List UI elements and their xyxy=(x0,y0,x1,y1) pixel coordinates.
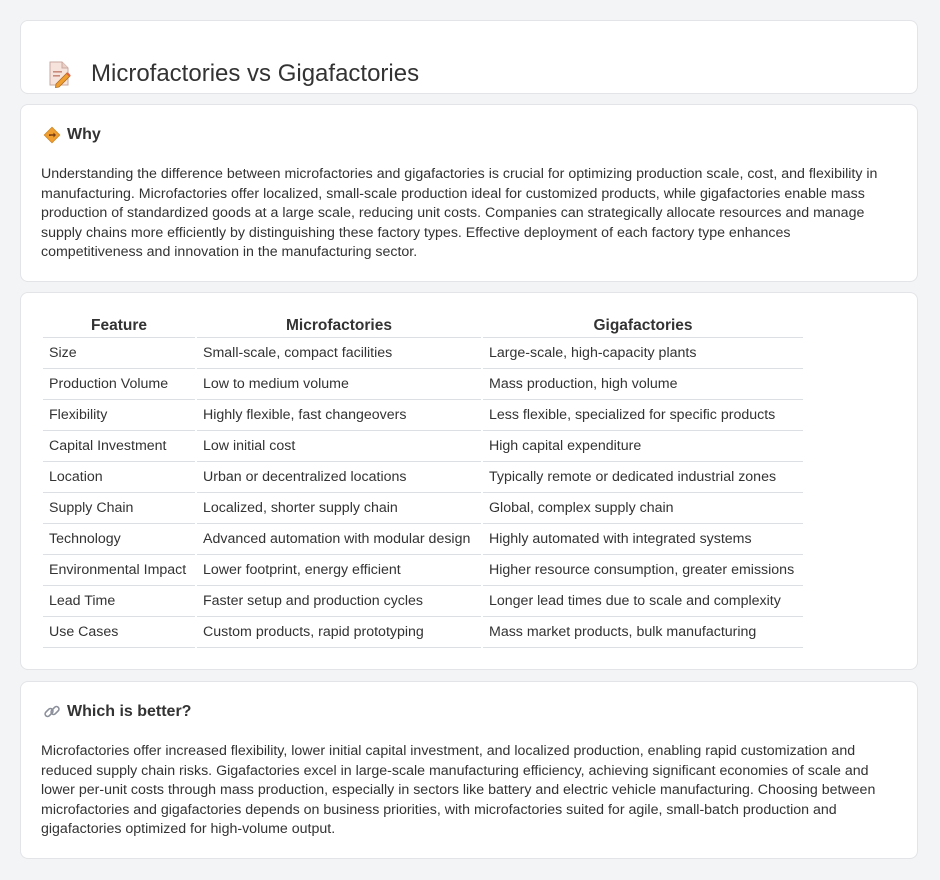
better-text: Microfactories offer increased flexibility, lower initial capital investment, and localized production, enabling rapid customization and reduced supply chain risks. Gigafactories excel in large-scale manufacturing efficiency, achieving significant economies of scale and lower per-unit costs through mass production, especially in sectors like battery and electric vehicle manufacturing. Choosing between microfactories and gigafactories depends on business priorities, with microfactories suited for agile, small-batch production and gigafactories optimized for high-volume output. xyxy=(41,743,876,837)
link-icon xyxy=(43,703,61,721)
microfactories-cell: Low initial cost xyxy=(197,431,481,462)
feature-cell: Use Cases xyxy=(43,617,195,648)
header-microfactories: Microfactories xyxy=(197,315,481,338)
header-feature: Feature xyxy=(43,315,195,338)
feature-cell: Production Volume xyxy=(43,369,195,400)
header-gigafactories: Gigafactories xyxy=(483,315,803,338)
document-edit-icon xyxy=(47,60,71,88)
title-row xyxy=(47,43,419,105)
gigafactories-cell: Highly automated with integrated systems xyxy=(483,524,803,555)
feature-cell: Environmental Impact xyxy=(43,555,195,586)
gigafactories-cell: Mass market products, bulk manufacturing xyxy=(483,617,803,648)
microfactories-cell: Advanced automation with modular design xyxy=(197,524,481,555)
feature-cell: Capital Investment xyxy=(43,431,195,462)
page-title: Microfactories vs Gigafactories xyxy=(91,60,420,88)
feature-cell: Flexibility xyxy=(43,400,195,431)
why-card xyxy=(20,104,918,282)
table-row xyxy=(43,400,803,431)
table-row xyxy=(43,462,803,493)
comparison-card xyxy=(20,292,918,670)
gigafactories-cell: Longer lead times due to scale and complexity xyxy=(483,586,803,617)
which-better-card xyxy=(20,681,918,859)
table-row xyxy=(43,431,803,462)
microfactories-cell: Localized, shorter supply chain xyxy=(197,493,481,524)
table-row xyxy=(43,586,803,617)
table-header-row xyxy=(43,315,803,338)
microfactories-cell: Faster setup and production cycles xyxy=(197,586,481,617)
table-row xyxy=(43,493,803,524)
comparison-table xyxy=(41,315,805,648)
table-row xyxy=(43,524,803,555)
table-row xyxy=(43,369,803,400)
microfactories-cell: Highly flexible, fast changeovers xyxy=(197,400,481,431)
header-card xyxy=(20,20,918,94)
table-row xyxy=(43,338,803,369)
gigafactories-cell: Higher resource consumption, greater emissions xyxy=(483,555,803,586)
microfactories-cell: Lower footprint, energy efficient xyxy=(197,555,481,586)
gigafactories-cell: Mass production, high volume xyxy=(483,369,803,400)
better-heading xyxy=(43,703,191,721)
why-title: Why xyxy=(67,126,101,143)
gigafactories-cell: Global, complex supply chain xyxy=(483,493,803,524)
feature-cell: Lead Time xyxy=(43,586,195,617)
microfactories-cell: Custom products, rapid prototyping xyxy=(197,617,481,648)
table-row xyxy=(43,555,803,586)
diamond-arrow-icon xyxy=(43,126,61,144)
feature-cell: Size xyxy=(43,338,195,369)
microfactories-cell: Low to medium volume xyxy=(197,369,481,400)
table-row xyxy=(43,617,803,648)
microfactories-cell: Small-scale, compact facilities xyxy=(197,338,481,369)
microfactories-cell: Urban or decentralized locations xyxy=(197,462,481,493)
gigafactories-cell: Large-scale, high-capacity plants xyxy=(483,338,803,369)
gigafactories-cell: Less flexible, specialized for specific products xyxy=(483,400,803,431)
feature-cell: Technology xyxy=(43,524,195,555)
why-heading xyxy=(43,126,101,144)
gigafactories-cell: High capital expenditure xyxy=(483,431,803,462)
gigafactories-cell: Typically remote or dedicated industrial zones xyxy=(483,462,803,493)
why-text: Understanding the difference between microfactories and gigafactories is crucial for optimizing production scale, cost, and flexibility in manufacturing. Microfactories offer localized, small-scale production ideal for customized products, while gigafactories enable mass production of standardized goods at a large scale, reducing unit costs. Companies can strategically allocate resources and manage supply chains more efficiently by distinguishing these factory types. Effective deployment of each factory type enhances competitiveness and innovation in the manufacturing sector. xyxy=(41,166,878,260)
feature-cell: Supply Chain xyxy=(43,493,195,524)
better-title: Which is better? xyxy=(67,703,192,720)
feature-cell: Location xyxy=(43,462,195,493)
